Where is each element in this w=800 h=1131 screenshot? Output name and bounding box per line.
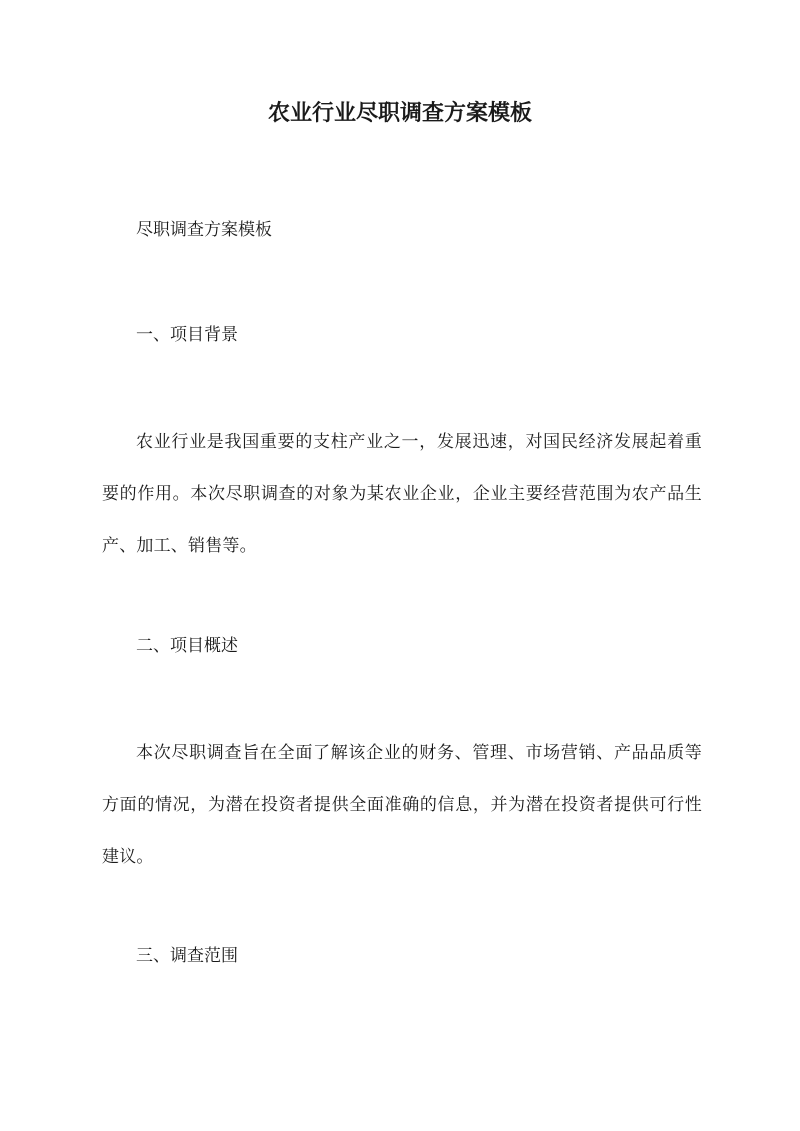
section-paragraph-overview: 本次尽职调查旨在全面了解该企业的财务、管理、市场营销、产品品质等方面的情况，为潜在投资者提供全面准确的信息，并为潜在投资者提供可行性建议。: [102, 743, 702, 867]
section-heading-overview: 二、项目概述: [136, 636, 238, 656]
document-subtitle: 尽职调查方案模板: [136, 220, 272, 240]
document-title: 农业行业尽职调查方案模板: [267, 100, 532, 126]
section-heading-scope: 三、调查范围: [136, 946, 238, 966]
section-heading-background: 一、项目背景: [136, 325, 238, 345]
section-paragraph-background: 农业行业是我国重要的支柱产业之一，发展迅速，对国民经济发展起着重要的作用。本次尽职调查的对象为某农业企业，企业主要经营范围为农产品生产、加工、销售等。: [102, 432, 702, 556]
